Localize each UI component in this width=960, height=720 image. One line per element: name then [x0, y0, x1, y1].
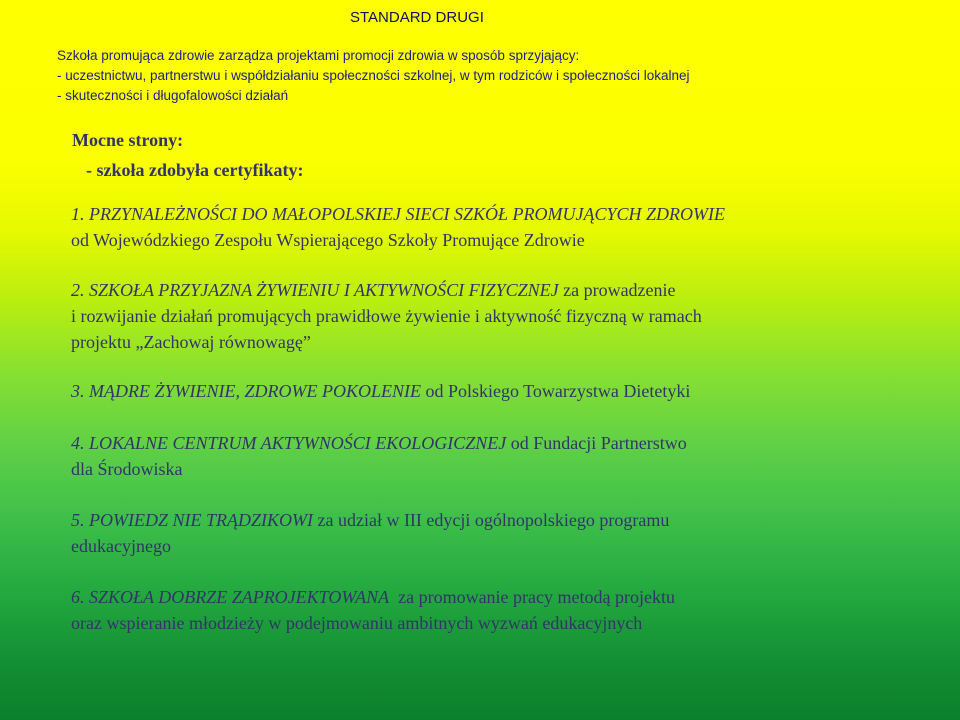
intro-line: Szkoła promująca zdrowie zarządza projektami promocji zdrowia w sposób sprzyjający: — [57, 48, 580, 63]
strengths-section — [72, 125, 303, 185]
certificate-line: oraz wspieranie młodzieży w podejmowaniu ambitnych wyzwań edukacyjnych — [71, 613, 643, 633]
certificate-line — [71, 584, 891, 610]
certificate-line — [71, 507, 891, 533]
strengths-subheading: - szkoła zdobyła certyfikaty: — [86, 160, 304, 180]
certificate-detail: od Fundacji Partnerstwo — [506, 433, 687, 453]
certificate-name: POWIEDZ NIE TRĄDZIKOWI — [89, 510, 313, 530]
strengths-heading: Mocne strony: — [72, 130, 184, 150]
certificate-detail: od Polskiego Towarzystwa Dietetyki — [420, 381, 691, 401]
certificate-number: 1. — [71, 204, 85, 224]
certificate-number: 2. — [71, 280, 85, 300]
certificate-name: LOKALNE CENTRUM AKTYWNOŚCI EKOLOGICZNEJ — [89, 433, 507, 453]
intro-line: - uczestnictwu, partnerstwu i współdziałaniu społeczności szkolnej, w tym rodziców i społeczności lokalnej — [57, 68, 690, 83]
certificate-item-5 — [71, 507, 891, 559]
certificate-name: SZKOŁA PRZYJAZNA ŻYWIENIU I AKTYWNOŚCI FIZYCZNEJ — [89, 280, 559, 300]
certificate-item-2 — [71, 277, 891, 355]
intro-line: - skuteczności i długofalowości działań — [57, 88, 289, 103]
certificate-line: dla Środowiska — [71, 459, 183, 479]
certificate-item-4 — [71, 430, 891, 482]
certificate-item-6 — [71, 584, 891, 636]
certificate-line — [71, 378, 891, 404]
certificate-name: MĄDRE ŻYWIENIE, ZDROWE POKOLENIE — [89, 381, 421, 401]
certificate-line: od Wojewódzkiego Zespołu Wspierającego Szkoły Promujące Zdrowie — [71, 230, 585, 250]
certificate-name: SZKOŁA DOBRZE ZAPROJEKTOWANA — [89, 587, 390, 607]
certificate-line: i rozwijanie działań promujących prawidłowe żywienie i aktywność fizyczną w ramach — [71, 306, 702, 326]
certificate-number: 5. — [71, 510, 85, 530]
certificate-line: edukacyjnego — [71, 536, 171, 556]
certificate-name: PRZYNALEŻNOŚCI DO MAŁOPOLSKIEJ SIECI SZKÓŁ PROMUJĄCYCH ZDROWIE — [89, 204, 726, 224]
certificate-number: 3. — [71, 381, 85, 401]
certificate-item-3 — [71, 378, 891, 404]
certificate-number: 6. — [71, 587, 85, 607]
certificate-item-1 — [71, 201, 891, 253]
certificate-detail: za promowanie pracy metodą projektu — [389, 587, 675, 607]
certificate-detail: za prowadzenie — [558, 280, 676, 300]
certificate-line — [71, 430, 891, 456]
certificate-detail: za udział w III edycji ogólnopolskiego programu — [312, 510, 670, 530]
certificate-line — [71, 201, 891, 227]
certificate-line — [71, 277, 891, 303]
slide-title: STANDARD DRUGI — [350, 9, 484, 26]
certificate-line: projektu „Zachowaj równowagę” — [71, 332, 311, 352]
certificate-number: 4. — [71, 433, 85, 453]
intro-text — [57, 46, 917, 106]
